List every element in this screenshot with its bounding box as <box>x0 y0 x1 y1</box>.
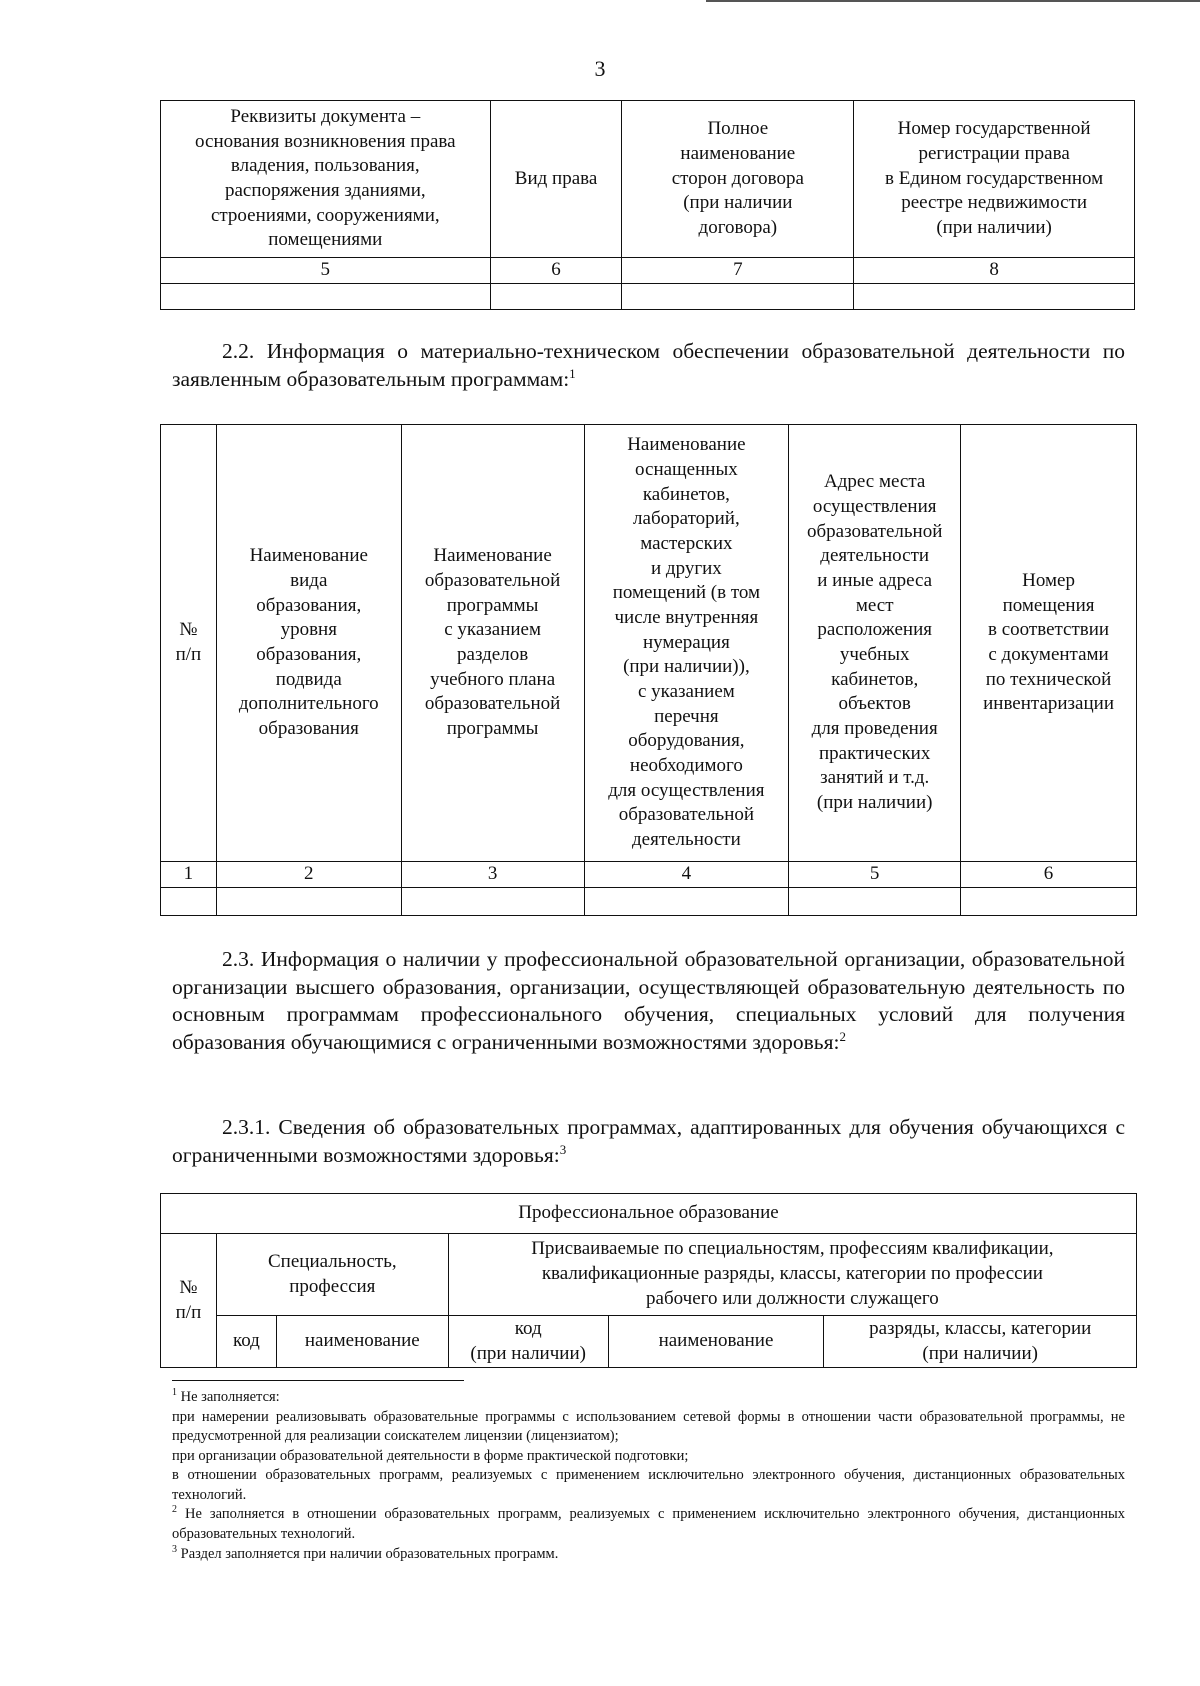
table-title: Профессиональное образование <box>161 1194 1137 1234</box>
header-room-number: Номер помещения в соответствии с документами по технической инвентаризации <box>961 425 1137 862</box>
col-number: 4 <box>584 862 789 888</box>
footnote: $^3$ Раздел заполняется при наличии образовательных программ. <box>172 1543 559 1562</box>
footnote: при намерении реализовывать образовательные программы с использованием сетевой формы в отношении части образовательной программы, не предусмотренной для реализации соискателем лицензии (лицензиатом); <box>172 1408 1125 1445</box>
empty-cell <box>161 888 217 916</box>
section-2-2-text: 2.2. Информация о материально-техническом обеспечении образовательной деятельности по заявленным образовательным программам:$^1$ <box>172 339 1125 391</box>
col-number: 1 <box>161 862 217 888</box>
empty-cell <box>584 888 789 916</box>
header-qualifications: Присваиваемые по специальностям, профессиям квалификации, квалификационные разряды, классы, категории по профессии рабочего или должности служащего <box>448 1234 1136 1316</box>
col-number: 8 <box>854 258 1135 284</box>
footnote-divider <box>172 1380 464 1381</box>
table-header-row <box>161 425 1137 862</box>
table-number-row <box>161 258 1135 284</box>
table-number-row <box>161 862 1137 888</box>
footnote-mark: 2 <box>839 1028 846 1044</box>
table-subheader-row <box>161 1316 1137 1368</box>
footnote: $^1$ Не заполняется: <box>172 1387 280 1405</box>
header-equipped-rooms: Наименование оснащенных кабинетов, лабораторий, мастерских и других помещений (в том числе внутренняя нумерация (при наличии)), с указанием перечня оборудования, необходимого для осуществления образовательной деятельности <box>584 425 789 862</box>
section-2-3-text: 2.3. Информация о наличии у профессиональной образовательной организации, образовательной организации высшего образования, организации, осуществляющей образовательную деятельность по основным программам профессионального обучения, специальных условий для получения образования обучающимися с ограниченными возможностями здоровья:$^2$ <box>172 947 1125 1054</box>
table-empty-row <box>161 284 1135 310</box>
subheader-name: наименование <box>608 1316 824 1368</box>
header-program-name: Наименование образовательной программы с указанием разделов учебного плана образовательной программы <box>401 425 584 862</box>
subheader-name: наименование <box>276 1316 448 1368</box>
header-row-number: № п/п <box>161 425 217 862</box>
table-material-support <box>160 424 1137 916</box>
empty-cell <box>216 888 401 916</box>
footnotes <box>172 1388 1125 1564</box>
table-title-row <box>161 1194 1137 1234</box>
footnote-mark: 3 <box>559 1141 567 1157</box>
footnote-mark: 1 <box>569 365 576 381</box>
table-header-row <box>161 1234 1137 1316</box>
col-number: 5 <box>161 258 491 284</box>
col-number: 2 <box>216 862 401 888</box>
empty-cell <box>401 888 584 916</box>
header-document-requisites: Реквизиты документа – основания возникновения права владения, пользования, распоряжения зданиями, строениями, сооружениями, помещениями <box>161 101 491 258</box>
empty-cell <box>161 284 491 310</box>
col-number: 3 <box>401 862 584 888</box>
col-number: 7 <box>622 258 854 284</box>
empty-cell <box>490 284 622 310</box>
empty-cell <box>961 888 1137 916</box>
table-property-rights <box>160 100 1135 310</box>
subheader-code: код <box>216 1316 276 1368</box>
header-right-type: Вид права <box>490 101 622 258</box>
top-border-line <box>706 0 1200 2</box>
empty-cell <box>854 284 1135 310</box>
table-empty-row <box>161 888 1137 916</box>
empty-cell <box>622 284 854 310</box>
table-professional-education <box>160 1193 1137 1368</box>
header-education-type: Наименование вида образования, уровня образования, подвида дополнительного образования <box>216 425 401 862</box>
table-header-row <box>161 101 1135 258</box>
footnote: при организации образовательной деятельности в форме практической подготовки; <box>172 1447 689 1464</box>
page-number: 3 <box>594 56 606 81</box>
empty-cell <box>789 888 961 916</box>
col-number: 6 <box>961 862 1137 888</box>
col-number: 6 <box>490 258 622 284</box>
footnote: $^2$ Не заполняется в отношении образовательных программ, реализуемых с применением исключительно электронного обучения, дистанционных образовательных технологий. <box>172 1504 1126 1542</box>
subheader-ranks: разряды, классы, категории (при наличии) <box>824 1316 1137 1368</box>
header-address: Адрес места осуществления образовательной деятельности и иные адреса мест расположения учебных кабинетов, объектов для проведения практических занятий и т.д. (при наличии) <box>789 425 961 862</box>
header-specialty: Специальность, профессия <box>216 1234 448 1316</box>
col-number: 5 <box>789 862 961 888</box>
header-row-number: № п/п <box>161 1234 217 1368</box>
header-contract-parties: Полное наименование сторон договора (при наличии договора) <box>622 101 854 258</box>
footnote: в отношении образовательных программ, реализуемых с применением исключительно электронного обучения, дистанционных образовательных технологий. <box>172 1467 1125 1503</box>
header-registration-number: Номер государственной регистрации права в Едином государственном реестре недвижимости (при наличии) <box>854 101 1135 258</box>
subheader-code-optional: код (при наличии) <box>448 1316 608 1368</box>
section-2-3-1-text: 2.3.1. Сведения об образовательных программах, адаптированных для обучения обучающихся с ограниченными возможностями здоровья:$^3$ <box>172 1115 1125 1167</box>
